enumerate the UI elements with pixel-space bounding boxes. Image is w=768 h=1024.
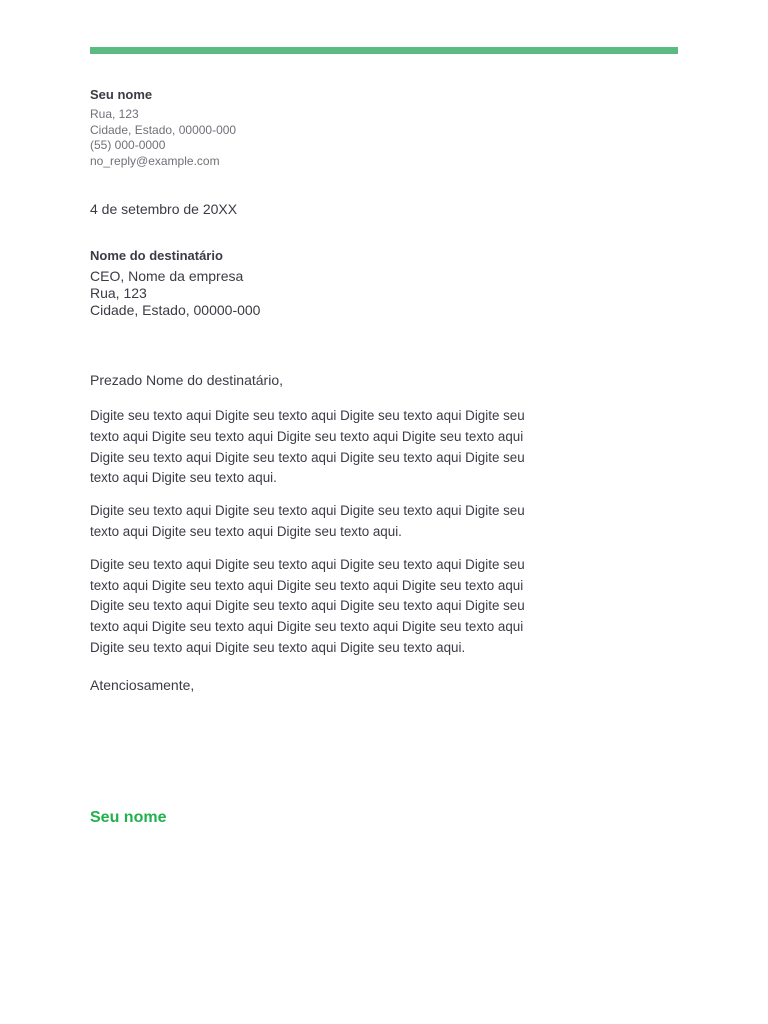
body-paragraph-2: Digite seu texto aqui Digite seu texto aqui Digite seu texto aqui Digite seu texto aqui Digite seu texto aqui Digite seu texto aqui. [90, 503, 525, 539]
top-accent-bar [90, 47, 678, 54]
signature-name: Seu nome [90, 809, 167, 826]
sender-street: Rua, 123 [90, 107, 139, 121]
body-paragraph-3: Digite seu texto aqui Digite seu texto aqui Digite seu texto aqui Digite seu texto aqui Digite seu texto aqui Digite seu texto aqui Digite seu texto aqui Digite seu texto aqui Digite seu texto aqui Digite seu texto aqui Digite seu texto aqui Digite seu texto aqui Digite seu texto aqui Digite seu texto aqui Digite seu texto aqui Digite seu texto aqui Digite seu texto aqui. [90, 556, 525, 655]
sender-block [90, 87, 490, 169]
letter-date: 4 de setembro de 20XX [90, 201, 238, 217]
closing: Atenciosamente, [90, 676, 195, 693]
letter-body [90, 371, 540, 694]
recipient-block [90, 248, 490, 319]
recipient-title: CEO, Nome da empresa [90, 268, 244, 284]
salutation: Prezado Nome do destinatário, [90, 372, 283, 388]
body-paragraph-1: Digite seu texto aqui Digite seu texto aqui Digite seu texto aqui Digite seu texto aqui Digite seu texto aqui Digite seu texto aqui Digite seu texto aqui Digite seu texto aqui Digite seu texto aqui Digite seu texto aqui Digite seu texto aqui Digite seu texto aqui. [90, 408, 525, 486]
sender-phone: (55) 000-0000 [90, 138, 166, 152]
sender-email: no_reply@example.com [90, 153, 220, 168]
sender-city: Cidade, Estado, 00000-000 [90, 122, 237, 137]
recipient-street: Rua, 123 [90, 285, 147, 301]
recipient-city: Cidade, Estado, 00000-000 [90, 302, 261, 318]
recipient-name: Nome do destinatário [90, 248, 223, 263]
sender-name: Seu nome [90, 87, 153, 102]
